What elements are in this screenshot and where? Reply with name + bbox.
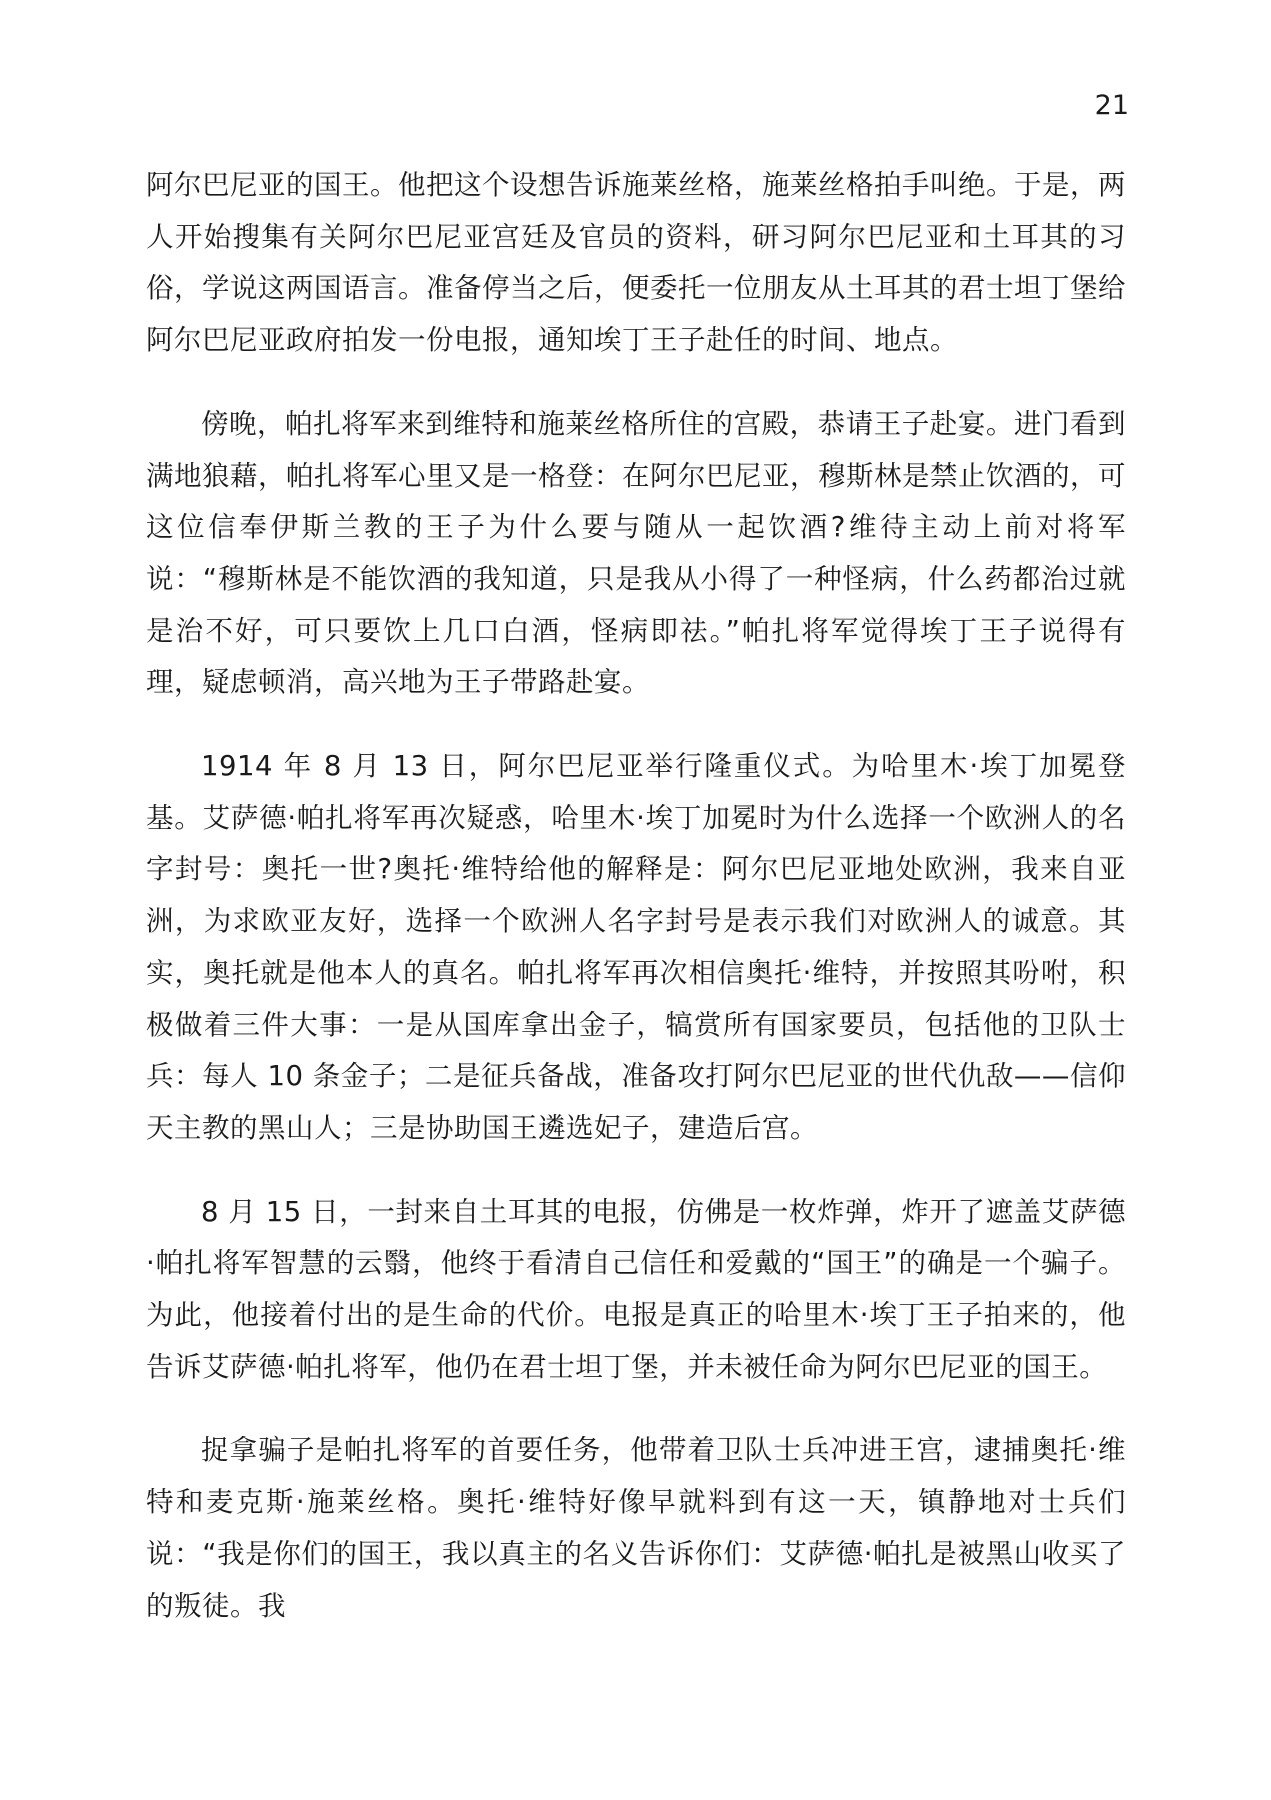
body-text xyxy=(146,160,1126,1632)
paragraph-1: 阿尔巴尼亚的国王。他把这个设想告诉施莱丝格，施莱丝格拍手叫绝。于是，两人开始搜集有关阿尔巴尼亚宫廷及官员的资料，研习阿尔巴尼亚和土耳其的习俗，学说这两国语言。准备停当之后，便委托一位朋友从土耳其的君士坦丁堡给阿尔巴尼亚政府拍发一份电报，通知埃丁王子赴任的时间、地点。 xyxy=(146,169,1126,357)
paragraph-2: 傍晚，帕扎将军来到维特和施莱丝格所住的宫殿，恭请王子赴宴。进门看到满地狼藉，帕扎将军心里又是一格登：在阿尔巴尼亚，穆斯林是禁止饮酒的，可这位信奉伊斯兰教的王子为什么要与随从一起饮酒?维待主动上前对将军说：“穆斯林是不能饮酒的我知道，只是我从小得了一种怪病，什么药都治过就是治不好，可只要饮上几口白酒，怪病即祛。”帕扎将军觉得埃丁王子说得有理，疑虑顿消，高兴地为王子带路赴宴。 xyxy=(146,407,1126,699)
paragraph-5: 捉拿骗子是帕扎将军的首要任务，他带着卫队士兵冲进王宫，逮捕奥托·维特和麦克斯·施莱丝格。奥托·维特好像早就料到有这一天，镇静地对士兵们说：“我是你们的国王，我以真主的名义告诉你们：艾萨德·帕扎是被黑山收买了的叛徒。我 xyxy=(146,1434,1126,1622)
paragraph-4: 8 月 15 日，一封来自土耳其的电报，仿佛是一枚炸弹，炸开了遮盖艾萨德·帕扎将军智慧的云翳，他终于看清自己信任和爱戴的“国王”的确是一个骗子。为此，他接着付出的是生命的代价。电报是真正的哈里木·埃丁王子拍来的，他告诉艾萨德·帕扎将军，他仍在君士坦丁堡，并未被任命为阿尔巴尼亚的国王。 xyxy=(146,1195,1126,1383)
paragraph-3: 1914 年 8 月 13 日，阿尔巴尼亚举行隆重仪式。为哈里木·埃丁加冕登基。艾萨德·帕扎将军再次疑惑，哈里木·埃丁加冕时为什么选择一个欧洲人的名字封号：奥托一世?奥托·维特给他的解释是：阿尔巴尼亚地处欧洲，我来自亚洲，为求欧亚友好，选择一个欧洲人名字封号是表示我们对欧洲人的诚意。其实，奥托就是他本人的真名。帕扎将军再次相信奥托·维特，并按照其吩咐，积极做着三件大事：一是从国库拿出金子，犒赏所有国家要员，包括他的卫队士兵：每人 10 条金子；二是征兵备战，准备攻打阿尔巴尼亚的世代仇敌——信仰天主教的黑山人；三是协助国王遴选妃子，建造后宫。 xyxy=(146,750,1126,1144)
page-number: 21 xyxy=(1094,90,1129,121)
